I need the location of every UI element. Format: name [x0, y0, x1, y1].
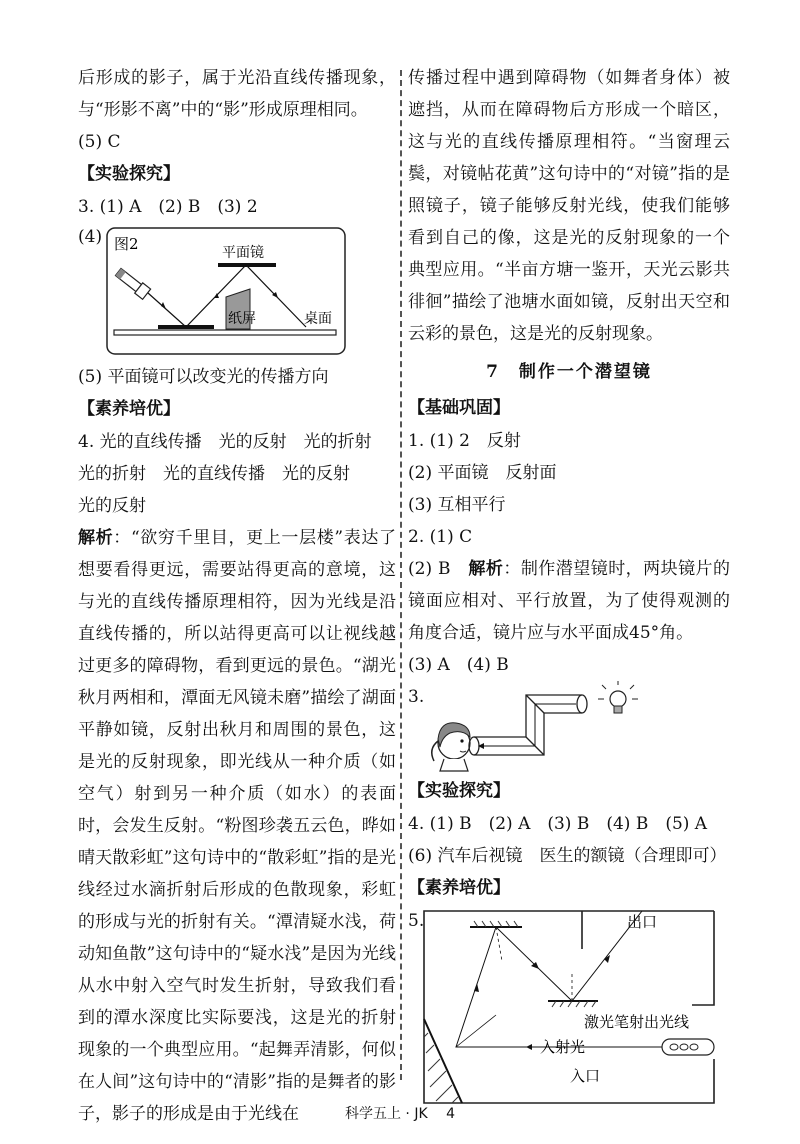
answer-4-1: 4. (1) B (2) A (3) B (4) B (5) A	[408, 814, 708, 834]
ray-arrow	[531, 962, 539, 969]
answer-1-3: (3) 互相平行	[408, 495, 506, 515]
section-literacy-right: 【素养培优】	[408, 878, 510, 898]
analysis-text: ：“欲穷千里目，更上一层楼”表达了想要看得更远，需要站得更高的意境，这与光的直线传播原理相符，因为光线是沿直线传播的，所以站得更高可以让视线越过更多的障碍物，看到更远的景色。“湖光秋月两相和，潭面无风镜未磨”描绘了湖面平静如镜，反射出秋月和周围的景色，这是光的反射现象，即光线从一种介质（如空气）射到另一种介质（如水）的表面时，会发生反射。“粉图珍袭五云色，晔如晴天散彩虹”这句诗中的“散彩虹”指的是光线经过水滴折射后形成的色散现象，彩虹的形成与光的折射有关。“潭清疑水浅，荷动知鱼散”这句诗中的“疑水浅”是因为光线从水中射入空气时发生折射，导致我们看到的潭水深度比实际要浅，这是光的折射现象的一个典型应用。“起舞弄清影，何似在人间”这句诗中的“清影”指的是舞者的影子，影子的形成是由于光线在	[78, 528, 396, 1124]
section-literacy: 【素养培优】	[78, 399, 180, 419]
table-label: 桌面	[304, 311, 332, 327]
mirror-hatching	[424, 1033, 458, 1103]
ray-arrow	[474, 983, 479, 992]
answer-3: 3. (1) A (2) B (3) 2	[78, 197, 258, 217]
ray-arrow	[161, 302, 166, 309]
left-column	[78, 62, 396, 1130]
maze-mirror-diagram	[422, 909, 722, 1113]
table-surface	[114, 330, 336, 335]
answer-2-2-prefix: (2) B	[408, 559, 469, 579]
answer-3	[408, 681, 730, 775]
flashlight-icon	[114, 267, 150, 299]
answer-2-2	[408, 553, 730, 649]
answer-2-3: (3) A (4) B	[408, 655, 509, 675]
answer-4-line2: 光的折射 光的直线传播 光的反射	[78, 464, 350, 484]
intro-text: 后形成的影子，属于光沿直线传播现象，与“形影不离”中的“影”形成原理相同。	[78, 68, 396, 120]
laser-label: 激光笔射出光线	[584, 1013, 690, 1031]
answer-4-2: (6) 汽车后视镜 医生的额镜（合理即可）	[408, 846, 727, 866]
section-basic: 【基础巩固】	[408, 398, 510, 418]
ray-arrow	[526, 1044, 532, 1050]
periscope-diagram	[426, 681, 646, 773]
section-experiment-right: 【实验探究】	[408, 781, 510, 801]
screen-label: 纸屏	[228, 311, 256, 327]
answer-3-4	[78, 223, 396, 361]
light-bulb-icon	[598, 681, 638, 713]
normal-line	[456, 1015, 496, 1047]
bottom-mirror	[424, 1019, 462, 1103]
answer-1-2: (2) 平面镜 反射面	[408, 463, 557, 483]
figure-2-label: 图2	[114, 235, 139, 253]
answer-4-line1: 4. 光的直线传播 光的反射 光的折射	[78, 432, 372, 452]
answer-5: (5) C	[78, 132, 121, 152]
section-experiment: 【实验探究】	[78, 164, 180, 184]
laser-pen-icon	[662, 1039, 714, 1055]
continued-text: 传播过程中遇到障碍物（如舞者身体）被遮挡，从而在障碍物后方形成一个暗区，这与光的直线传播原理相符。“当窗理云鬓，对镜帖花黄”这句诗中的“对镜”指的是照镜子，镜子能够反射光线，使我们能够看到自己的像，这是光的反射现象的一个典型应用。“半亩方塘一鉴开，天光云影共徘徊”描绘了池塘水面如镜，反射出天空和云彩的景色，这是光的反射现象。	[408, 68, 730, 344]
chapter-title: 7 制作一个潜望镜	[486, 362, 652, 382]
answer-4-line3: 光的反射	[78, 496, 146, 516]
entrance-label: 入口	[570, 1067, 601, 1085]
maze-box	[424, 911, 714, 1103]
column-divider	[400, 70, 402, 1080]
page-footer: 科学五上 · JK 4	[344, 1106, 456, 1122]
analysis-label: 解析	[468, 559, 504, 579]
right-column	[408, 62, 730, 1115]
answer-5	[408, 905, 730, 1115]
answer-3-label: 3.	[408, 687, 425, 707]
answer-1-1: 1. (1) 2 反射	[408, 431, 521, 451]
incident-label: 入射光	[540, 1038, 586, 1056]
mirror-label: 平面镜	[222, 245, 264, 261]
answer-2-1: 2. (1) C	[408, 527, 473, 547]
analysis-label: 解析	[78, 528, 114, 548]
answer-2-2-text: ：制作潜望镜时，两块镜片的镜面应相对、平行放置，为了使得观测的角度合适，镜片应与水平面成45°角。	[408, 559, 731, 643]
answer-5-label: 5.	[408, 911, 425, 931]
analysis-paragraph	[78, 522, 396, 1130]
figure-2-diagram	[106, 227, 346, 355]
girl-icon	[432, 723, 470, 771]
answer-3-4-label: (4)	[78, 227, 103, 247]
exit-label: 出口	[627, 913, 658, 931]
answer-3-5: (5) 平面镜可以改变光的传播方向	[78, 367, 329, 387]
